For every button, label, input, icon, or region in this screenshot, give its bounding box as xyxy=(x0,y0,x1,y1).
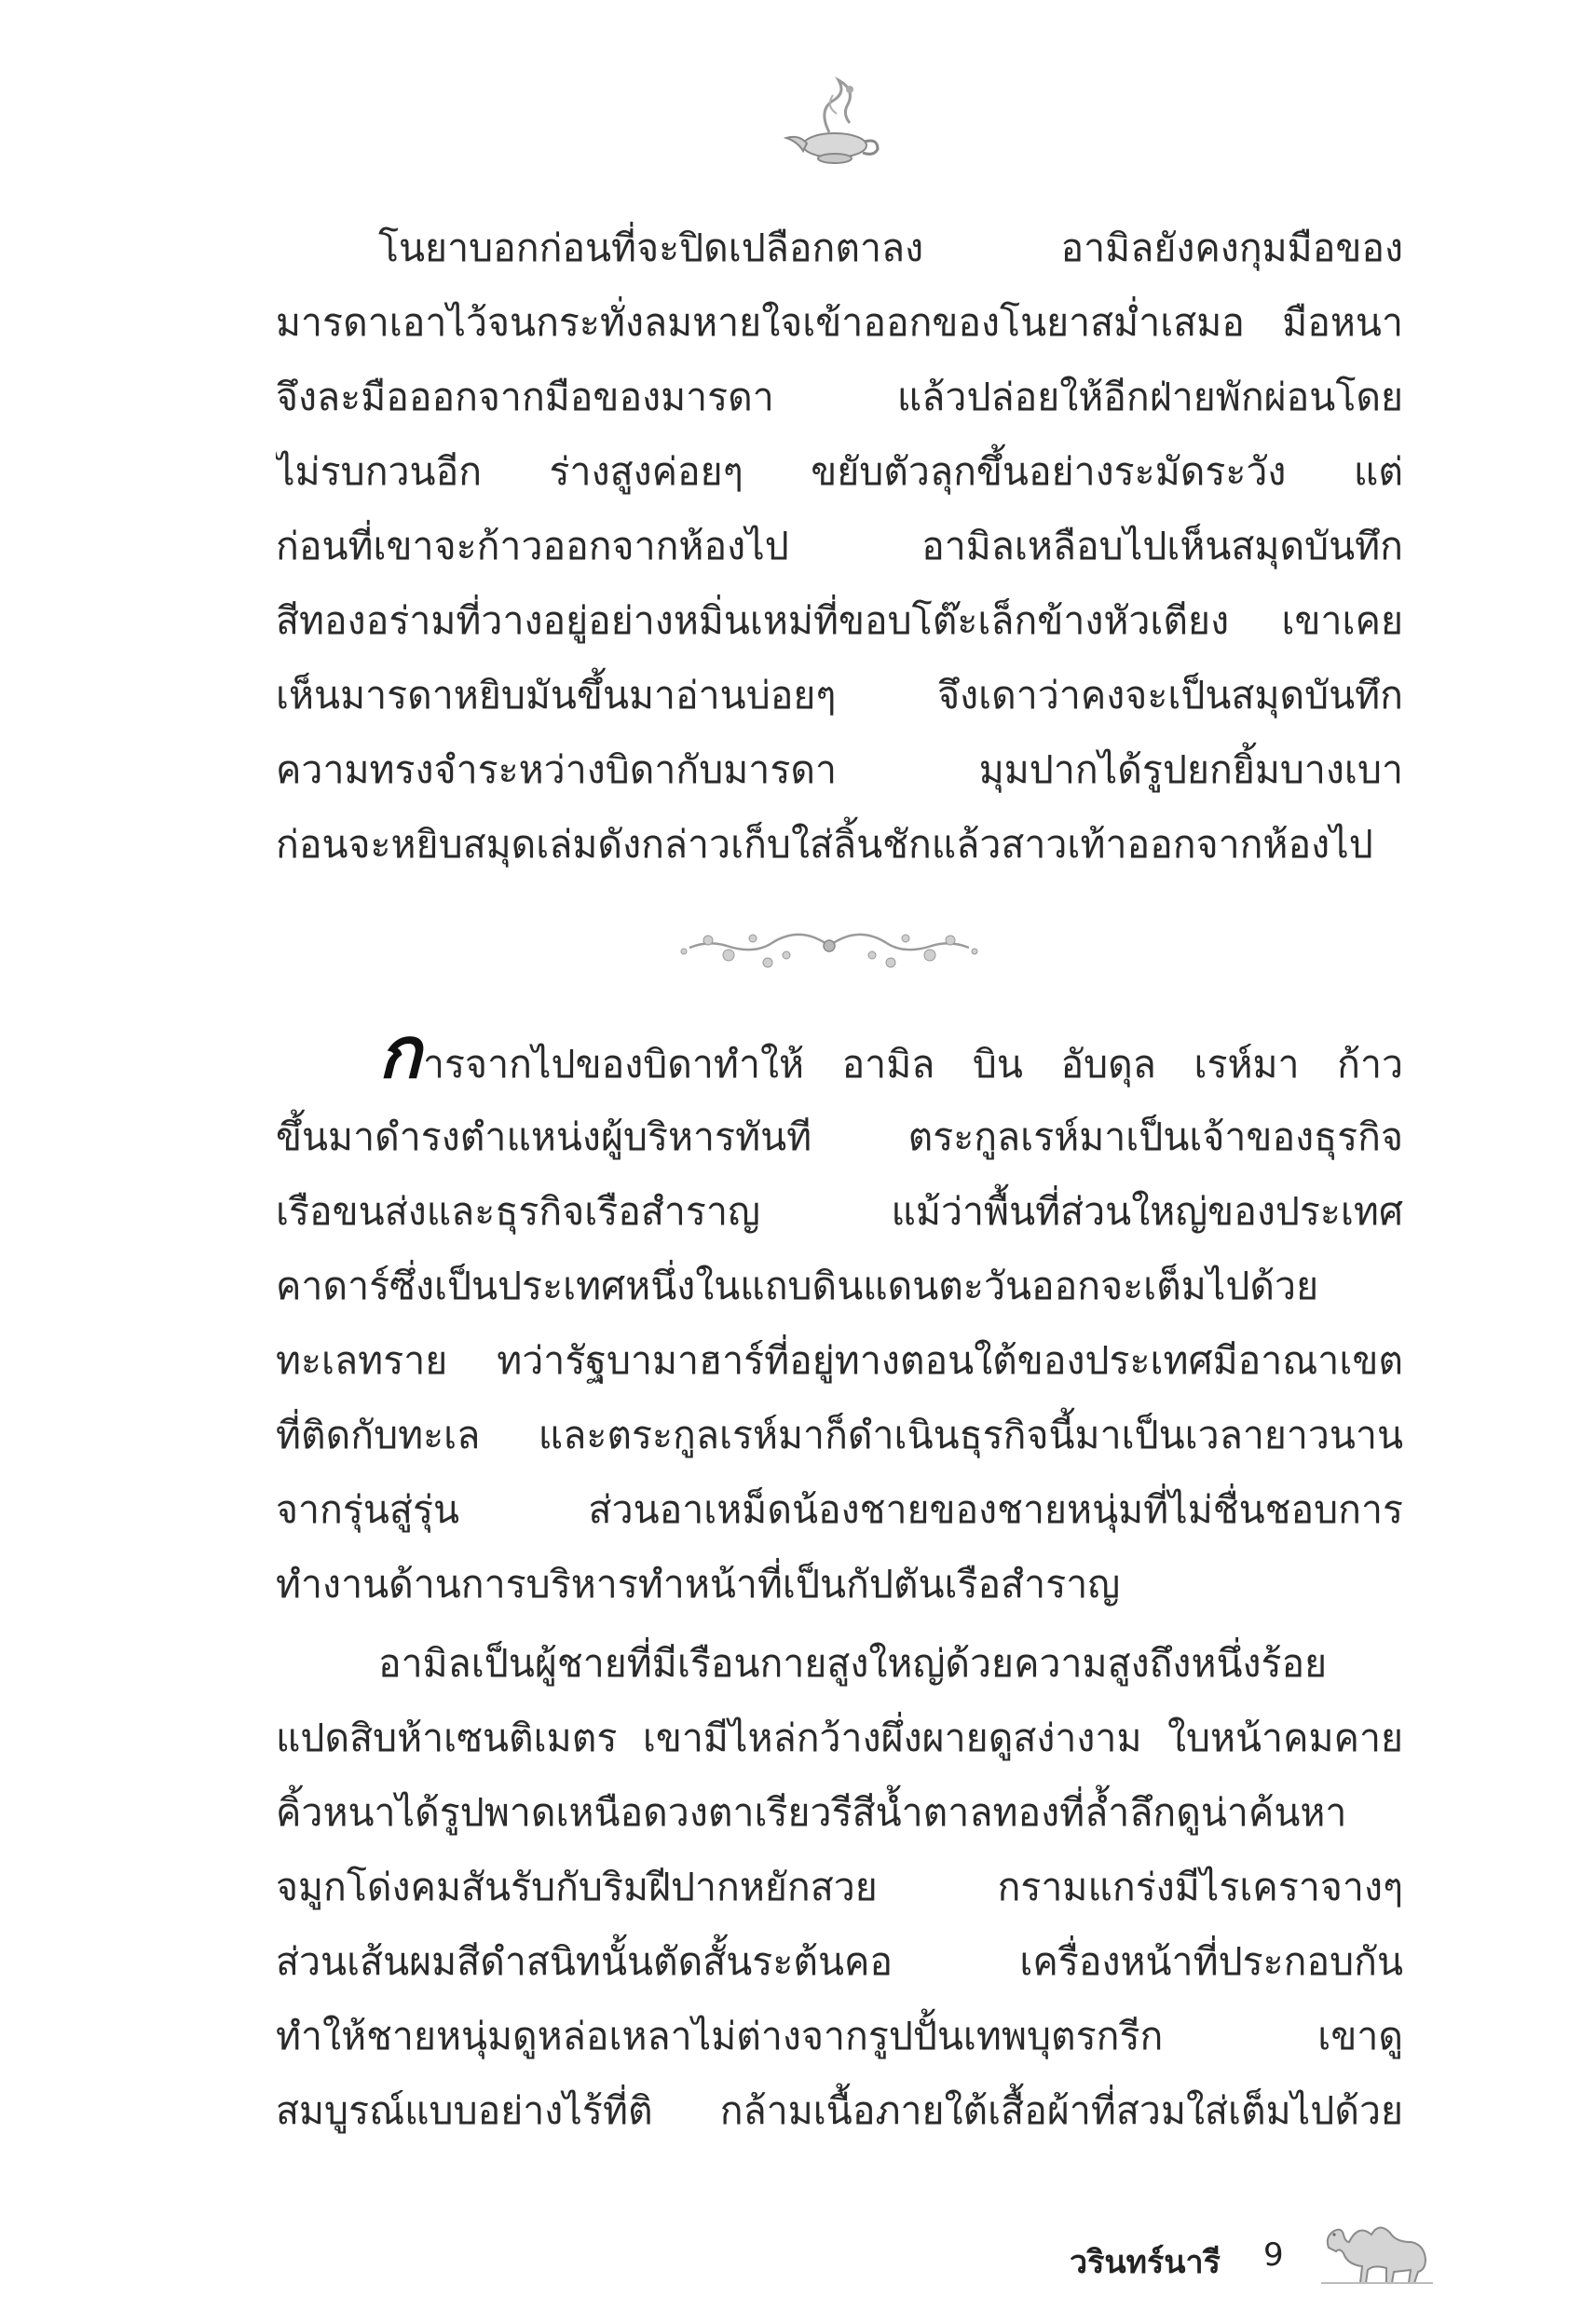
magic-lamp-icon xyxy=(781,73,883,175)
text-line: สมบูรณ์แบบอย่างไร้ที่ติ กล้ามเนื้อภายใต้เสื้อผ้าที่สวมใส่เต็มไปด้วย xyxy=(276,2088,1403,2133)
text-line-with-dropcap xyxy=(276,1025,1403,1100)
text-line: เรือขนส่งและธุรกิจเรือสำราญ แม้ว่าพื้นที่ส่วนใหญ่ของประเทศ xyxy=(276,1189,1403,1234)
text-line: คิ้วหนาได้รูปพาดเหนือดวงตาเรียวรีสีน้ำตาลทองที่ล้ำลึกดูน่าค้นหา xyxy=(276,1790,1347,1835)
text-line: เห็นมารดาหยิบมันขึ้นมาอ่านบ่อยๆ จึงเดาว่าคงจะเป็นสมุดบันทึก xyxy=(276,673,1403,718)
text-line: สีทองอร่ามที่วางอยู่อย่างหมิ่นเหม่ที่ขอบโต๊ะเล็กข้างหัวเตียง เขาเคย xyxy=(276,598,1403,643)
text-line: ทำงานด้านการบริหารทำหน้าที่เป็นกัปตันเรือสำราญ xyxy=(276,1562,1121,1607)
text-line: ก่อนจะหยิบสมุดเล่มดังกล่าวเก็บใส่ลิ้นชักแล้วสาวเท้าออกจากห้องไป xyxy=(276,822,1373,867)
text-line: คาดาร์ซึ่งเป็นประเทศหนึ่งในแถบดินแดนตะวันออกจะเต็มไปด้วย xyxy=(276,1264,1319,1308)
camel-icon xyxy=(1321,2210,1433,2285)
text-line: จึงละมือออกจากมือของมารดา แล้วปล่อยให้อีกฝ่ายพักผ่อนโดย xyxy=(276,375,1403,419)
text-line: ก่อนที่เขาจะก้าวออกจากห้องไป อามิลเหลือบไปเห็นสมุดบันทึก xyxy=(276,524,1403,568)
text-line: อามิลเป็นผู้ชายที่มีเรือนกายสูงใหญ่ด้วยความสูงถึงหนึ่งร้อย xyxy=(378,1641,1328,1686)
text-line: จากรุ่นสู่รุ่น ส่วนอาเหม็ดน้องชายของชายหนุ่มที่ไม่ชื่นชอบการ xyxy=(276,1487,1403,1532)
page-number: 9 xyxy=(1263,2236,1284,2274)
text-line: โนยาบอกก่อนที่จะปิดเปลือกตาลง อามิลยังคงกุมมือของ xyxy=(378,226,1403,270)
text-line: ที่ติดกับทะเล และตระกูลเรห์มาก็ดำเนินธุรกิจนี้มาเป็นเวลายาวนาน xyxy=(276,1413,1403,1457)
drop-cap: ก xyxy=(378,1025,422,1094)
text-line: จมูกโด่งคมสันรับกับริมฝีปากหยักสวย กรามแกร่งมีไรเคราจางๆ xyxy=(276,1865,1403,1909)
text-line: ทำให้ชายหนุ่มดูหล่อเหลาไม่ต่างจากรูปปั้นเทพบุตรกรีก เขาดู xyxy=(276,2014,1403,2058)
text-line: ความทรงจำระหว่างบิดากับมารดา มุมปากได้รูปยกยิ้มบางเบา xyxy=(276,747,1403,792)
text-line-rest: ารจากไปของบิดาทำให้ อามิล บิน อับดุล เรห์มา ก้าว xyxy=(423,1042,1403,1087)
footer-book-title: วรินทร์นารี xyxy=(1070,2244,1221,2281)
text-line: มารดาเอาไว้จนกระทั่งลมหายใจเข้าออกของโนยาสม่ำเสมอ มือหนา xyxy=(276,300,1403,345)
text-line: ขึ้นมาดำรงตำแหน่งผู้บริหารทันที ตระกูลเรห์มาเป็นเจ้าของธุรกิจ xyxy=(276,1114,1403,1159)
floral-divider-icon xyxy=(671,918,988,983)
text-line: ทะเลทราย ทว่ารัฐบามาฮาร์ที่อยู่ทางตอนใต้ของประเทศมีอาณาเขต xyxy=(276,1338,1403,1383)
text-line: ส่วนเส้นผมสีดำสนิทนั้นตัดสั้นระต้นคอ เครื่องหน้าที่ประกอบกัน xyxy=(276,1939,1403,1984)
text-line: แปดสิบห้าเซนติเมตร เขามีไหล่กว้างผึ่งผายดูสง่างาม ใบหน้าคมคาย xyxy=(276,1716,1403,1760)
text-line: ไม่รบกวนอีก ร่างสูงค่อยๆ ขยับตัวลุกขึ้นอย่างระมัดระวัง แต่ xyxy=(276,449,1403,494)
